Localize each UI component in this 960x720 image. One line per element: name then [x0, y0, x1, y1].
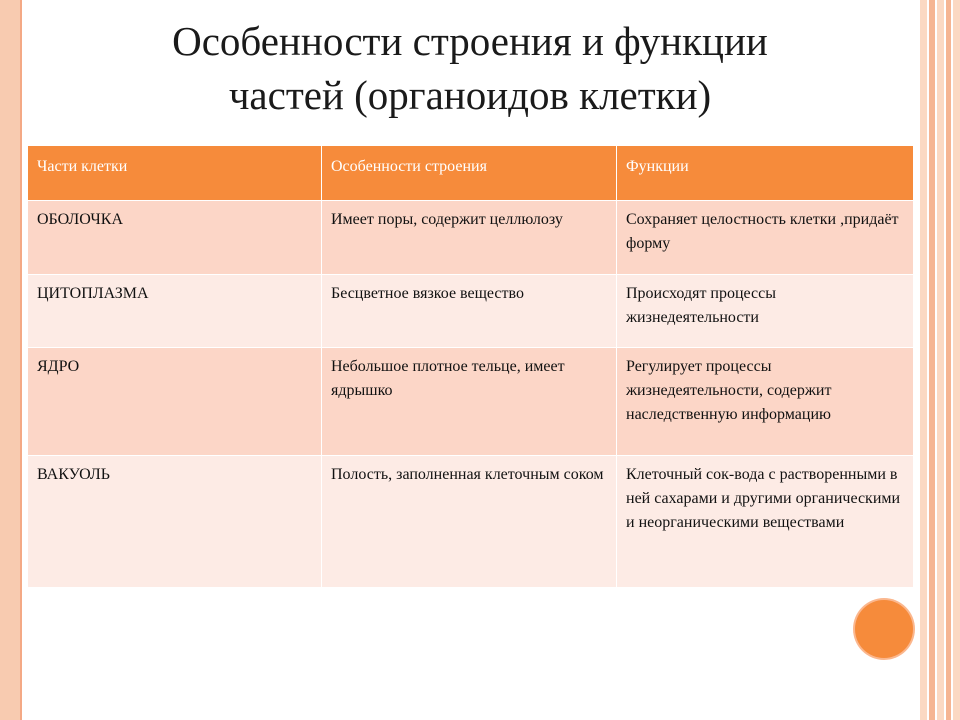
table-row	[28, 201, 914, 275]
cell-structure: Небольшое плотное тельце, имеет ядрышко	[322, 348, 617, 456]
right-decorative-stripes	[920, 0, 960, 720]
table-header-row	[28, 146, 914, 201]
slide-title	[40, 14, 900, 122]
table-row	[28, 275, 914, 348]
table-row	[28, 456, 914, 588]
cell-structure: Полость, заполненная клеточным соком	[322, 456, 617, 588]
cell-part: ОБОЛОЧКА	[28, 201, 322, 275]
table-row	[28, 348, 914, 456]
cell-function: Регулирует процессы жизнедеятельности, содержит наследственную информацию	[617, 348, 914, 456]
decorative-orange-circle	[855, 600, 913, 658]
cell-part: ВАКУОЛЬ	[28, 456, 322, 588]
cell-function: Сохраняет целостность клетки ,придаёт форму	[617, 201, 914, 275]
slide-title-line-2: частей (органоидов клетки)	[228, 72, 712, 118]
cell-function: Происходят процессы жизнедеятельности	[617, 275, 914, 348]
cell-structure: Имеет поры, содержит целлюлозу	[322, 201, 617, 275]
cell-function: Клеточный сок-вода с растворенными в ней сахарами и другими органическими и неорганическими веществами	[617, 456, 914, 588]
slide-title-line-1: Особенности строения и функции	[172, 18, 768, 64]
left-frame-border	[0, 0, 22, 720]
cell-structure: Бесцветное вязкое вещество	[322, 275, 617, 348]
cell-parts-table	[27, 145, 914, 588]
header-cell-parts: Части клетки	[28, 146, 322, 201]
cell-part: ЦИТОПЛАЗМА	[28, 275, 322, 348]
header-cell-functions: Функции	[617, 146, 914, 201]
cell-part: ЯДРО	[28, 348, 322, 456]
header-cell-structure: Особенности строения	[322, 146, 617, 201]
